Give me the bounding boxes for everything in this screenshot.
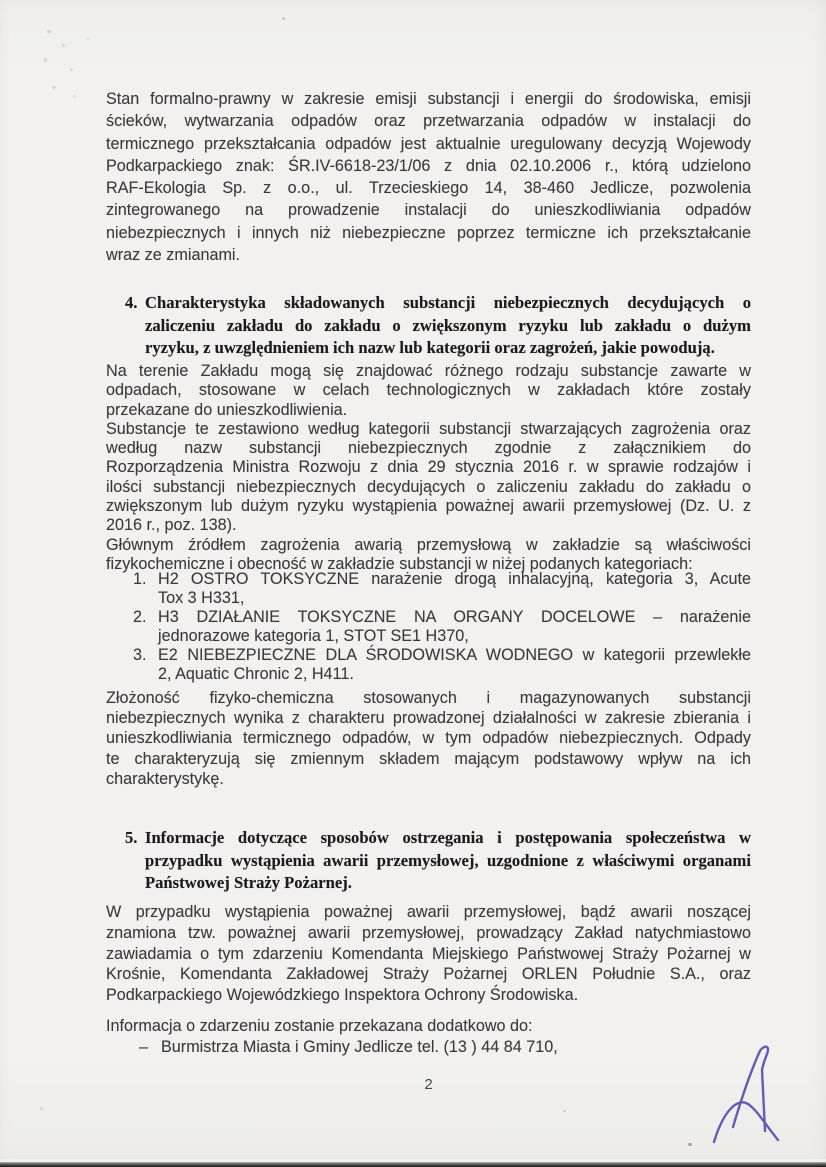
text-line: niebezpiecznych i innych niż niebezpieczne poprzez termiczne ich przekształcanie: [106, 223, 751, 242]
text-line: Substancje te zestawiono według kategorii substancji stwarzających zagrożenia oraz: [106, 419, 751, 438]
paragraph-formal-legal-status: [106, 88, 751, 266]
text-line: ryzyku, z uwzględnieniem ich nazw lub kategorii oraz zagrożeń, jakie powodują.: [145, 338, 715, 357]
contact-list-item-text: Burmistrza Miasta i Gminy Jedlicze tel. (13 ) 44 84 710,: [161, 1038, 558, 1056]
scan-speck: [86, 38, 90, 40]
section-4-heading: [106, 292, 751, 360]
text-line: Tox 3 H331,: [158, 589, 245, 607]
scan-speck: [282, 17, 285, 20]
text-line: H3 DZIAŁANIE TOKSYCZNE NA ORGANY DOCELOWE – narażenie: [158, 608, 751, 626]
paragraph-informacja: [106, 1016, 751, 1037]
text-line: charakterystykę.: [106, 769, 224, 788]
text-line: Informacje dotyczące sposobów ostrzegania i postępowania społeczeństwa w: [145, 828, 751, 847]
text-line: Krośnie, Komendanta Zakładowej Straży Pożarnej ORLEN Południe S.A., oraz: [106, 965, 751, 984]
text-line: przekazane do unieszkodliwienia.: [106, 400, 348, 419]
text-line: ilości substancji niebezpiecznych decydujących o zaliczeniu zakładu do zakładu o: [106, 477, 751, 496]
hazard-item-3-number: 3.: [133, 646, 147, 664]
text-line: H2 OSTRO TOKSYCZNE narażenie drogą inhalacyjną, kategoria 3, Acute: [158, 570, 751, 588]
text-line: 2, Aquatic Chronic 2, H411.: [158, 665, 354, 683]
scan-speck: [44, 58, 47, 62]
paragraph-informacja-group: [106, 1016, 751, 1058]
scan-speck: [73, 95, 76, 98]
text-line: Na terenie Zakładu mogą się znajdować różnego rodzaju substancje zawarte w: [106, 362, 751, 380]
scan-speck: [40, 1107, 43, 1110]
section-4-title: [106, 292, 751, 360]
text-line: unieszkodliwiania termicznego odpadów, w tym odpadów niebezpiecznych. Odpady: [106, 729, 751, 748]
signature-right-stroke: [762, 1070, 765, 1131]
dash-bullet: –: [139, 1038, 149, 1056]
scanner-edge-shadow: [0, 1162, 826, 1167]
section-5-heading: [106, 827, 751, 895]
text-line: RAF-Ekologia Sp. z o.o., ul. Trzecieskiego 14, 38-460 Jedlicze, pozwolenia: [106, 179, 751, 198]
text-line: Podkarpackiego Wojewódzkiego Inspektora Ochrony Środowiska.: [106, 986, 579, 1005]
scan-speck: [62, 44, 65, 47]
text-line: Informacja o zdarzeniu zostanie przekazana dodatkowo do:: [106, 1017, 533, 1035]
scan-speck: [47, 30, 51, 33]
hazard-item-1-text: [158, 570, 751, 608]
text-line: Państwowej Straży Pożarnej.: [145, 873, 352, 892]
text-line: zawiadamia o tym zdarzeniu Komendanta Miejskiego Państwowej Straży Pożarnej w: [106, 944, 751, 963]
text-line: Charakterystyka składowanych substancji niebezpiecznych decydujących o: [145, 293, 751, 312]
text-line: Rozporządzenia Ministra Rozwoju z dnia 29 stycznia 2016 r. w sprawie rodzajów i: [106, 458, 751, 477]
text-line: te charakteryzują się zmiennym składem mającym podstawowy wpływ na ich: [106, 749, 751, 768]
text-line: termicznego przekształcania odpadów jest aktualnie uregulowany decyzją Wojewody: [106, 134, 751, 153]
paragraph-glowne-zrodlo: [106, 536, 751, 575]
text-line: zaliczeniu zakładu do zakładu o zwiększonym ryzyku lub zakładu o dużym: [145, 315, 751, 335]
paragraph-na-terenie: [106, 362, 751, 420]
text-line: Podkarpackiego znak: ŚR.IV-6618-23/1/06 z dnia 02.10.2006 r., którą udzielono: [106, 156, 751, 175]
text-line: znamiona tzw. poważnej awarii przemysłowej, prowadzący Zakład natychmiastowo: [106, 923, 751, 942]
paragraph-group-substances: [106, 362, 751, 574]
scan-speck: [563, 1110, 566, 1112]
hazard-item-2-text: [158, 608, 751, 646]
text-line: Stan formalno-prawny w zakresie emisji substancji i energii do środowiska, emisji: [106, 90, 751, 108]
section-4-number: 4.: [125, 293, 138, 312]
scan-speck: [52, 86, 56, 89]
scan-speck: [70, 68, 73, 71]
text-line: E2 NIEBEZPIECZNE DLA ŚRODOWISKA WODNEGO w kategorii przewlekłe: [158, 646, 751, 664]
text-line: niebezpiecznych wynika z charakteru prowadzonej działalności w zakresie zbierania i: [106, 709, 751, 728]
scan-speck: [688, 1143, 692, 1146]
hazard-item-3-text: [158, 646, 751, 684]
text-line: ścieków, wytwarzania odpadów oraz przetwarzania odpadów w instalacji do: [106, 112, 751, 131]
text-line: według nazw substancji niebezpiecznych zgodnie z załącznikiem do: [106, 439, 751, 458]
text-line: zwiększonym lub dużym ryzyku wystąpienia poważnej awarii przemysłowej (Dz. U. z: [106, 497, 751, 516]
hazard-item-1-number: 1.: [133, 570, 147, 588]
text-line: odpadach, stosowane w celach technologicznych w zakładach które zostały: [106, 381, 751, 400]
text-line: W przypadku wystąpienia poważnej awarii przemysłowej, bądź awarii noszącej: [106, 903, 751, 921]
contact-list-item: [106, 1037, 751, 1058]
text-line: przypadku wystąpienia awarii przemysłowej, uzgodnione z właściwymi organami: [145, 850, 751, 870]
text-line: zintegrowanego na prowadzenie instalacji do unieszkodliwiania odpadów: [106, 201, 751, 220]
hazard-item-3: [106, 646, 751, 684]
paragraph-substancje-zestawiono: [106, 420, 751, 536]
text-line: 2016 r., poz. 138).: [106, 516, 237, 535]
signature-arc-stroke: [714, 1102, 778, 1142]
text-line: Złożoność fizyko-chemiczna stosowanych i magazynowanych substancji: [106, 689, 751, 707]
paragraph-w-przypadku: [106, 902, 751, 1006]
hazard-item-1: [106, 570, 751, 608]
hazard-category-list: [106, 570, 751, 684]
text-line: wraz ze zmianami.: [106, 246, 241, 265]
paragraph-zlozonosc: [106, 688, 751, 789]
page-number: 2: [424, 1076, 433, 1093]
hazard-item-2: [106, 608, 751, 646]
text-line: jednorazowe kategoria 1, STOT SE1 H370,: [158, 627, 469, 645]
text-line: fizykochemiczne i obecność w zakładzie substancji w niżej podanych kategoriach:: [106, 554, 693, 573]
text-line: Głównym źródłem zagrożenia awarią przemysłową w zakładzie są właściwości: [106, 535, 751, 554]
section-5-number: 5.: [125, 828, 138, 847]
section-5-title: [106, 827, 751, 895]
hazard-item-2-number: 2.: [133, 608, 147, 626]
